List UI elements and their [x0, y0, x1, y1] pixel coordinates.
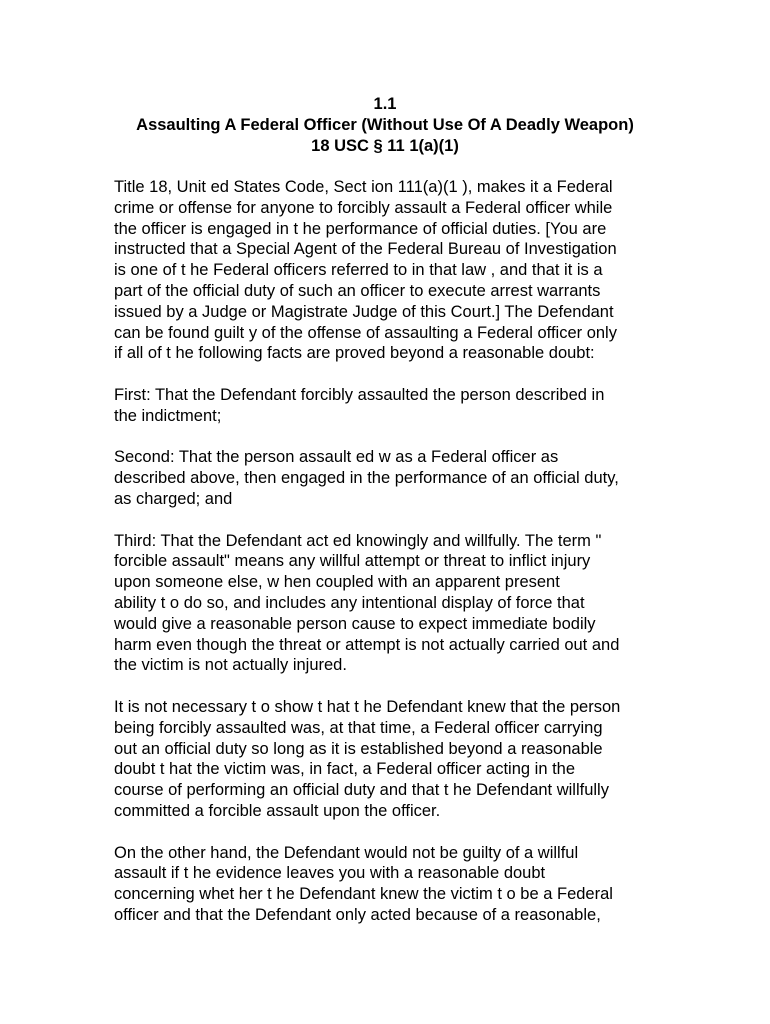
text-line: It is not necessary t o show t hat t he Defendant knew that the person: [114, 697, 621, 716]
text-line: as charged; and: [114, 489, 233, 508]
text-line: is one of t he Federal officers referred to in that law , and that it is a: [114, 261, 603, 280]
text-line: forcible assault" means any willful attempt or threat to inflict injury: [114, 552, 591, 571]
text-line: being forcibly assaulted was, at that time, a Federal officer carrying: [114, 718, 603, 737]
paragraph: [114, 531, 674, 677]
text-line: out an official duty so long as it is established beyond a reasonable: [114, 739, 603, 758]
text-line: the victim is not actually injured.: [114, 656, 347, 675]
text-line: doubt t hat the victim was, in fact, a Federal officer acting in the: [114, 760, 576, 779]
text-line: course of performing an official duty and that t he Defendant willfully: [114, 781, 609, 800]
text-line: assault if t he evidence leaves you with a reasonable doubt: [114, 864, 546, 883]
text-line: On the other hand, the Defendant would not be guilty of a willful: [114, 843, 579, 862]
text-line: harm even though the threat or attempt is not actually carried out and: [114, 635, 620, 654]
text-line: part of the official duty of such an officer to execute arrest warrants: [114, 281, 601, 300]
document-heading: [100, 94, 670, 157]
text-line: described above, then engaged in the performance of an official duty,: [114, 469, 619, 488]
text-line: instructed that a Special Agent of the Federal Bureau of Investigation: [114, 240, 617, 259]
text-line: issued by a Judge or Magistrate Judge of this Court.] The Defendant: [114, 302, 614, 321]
text-line: committed a forcible assault upon the officer.: [114, 801, 441, 820]
section-number: 1.1: [373, 95, 397, 113]
paragraph: [114, 447, 674, 509]
text-line: ability t o do so, and includes any intentional display of force that: [114, 593, 585, 612]
paragraph: [114, 697, 674, 822]
paragraph: [114, 177, 674, 364]
text-line: crime or offense for anyone to forcibly assault a Federal officer while: [114, 198, 613, 217]
text-line: would give a reasonable person cause to expect immediate bodily: [114, 614, 596, 633]
text-line: the indictment;: [114, 406, 222, 425]
text-line: First: That the Defendant forcibly assaulted the person described in: [114, 385, 605, 404]
paragraph: [114, 385, 674, 427]
document-body: [114, 177, 674, 946]
paragraph: [114, 843, 674, 926]
text-line: can be found guilt y of the offense of assaulting a Federal officer only: [114, 323, 617, 342]
text-line: officer and that the Defendant only acted because of a reasonable,: [114, 905, 601, 924]
text-line: Title 18, Unit ed States Code, Sect ion 111(a)(1 ), makes it a Federal: [114, 178, 613, 196]
text-line: the officer is engaged in t he performance of official duties. [You are: [114, 219, 607, 238]
text-line: concerning whet her t he Defendant knew the victim t o be a Federal: [114, 885, 613, 904]
text-line: Third: That the Defendant act ed knowingly and willfully. The term ": [114, 531, 602, 550]
text-line: if all of t he following facts are proved beyond a reasonable doubt:: [114, 344, 595, 363]
text-line: upon someone else, w hen coupled with an apparent present: [114, 573, 560, 592]
section-title: Assaulting A Federal Officer (Without Use Of A Deadly Weapon): [136, 116, 634, 134]
text-line: Second: That the person assault ed w as a Federal officer as: [114, 448, 559, 467]
statute-citation: 18 USC § 11 1(a)(1): [311, 137, 459, 155]
